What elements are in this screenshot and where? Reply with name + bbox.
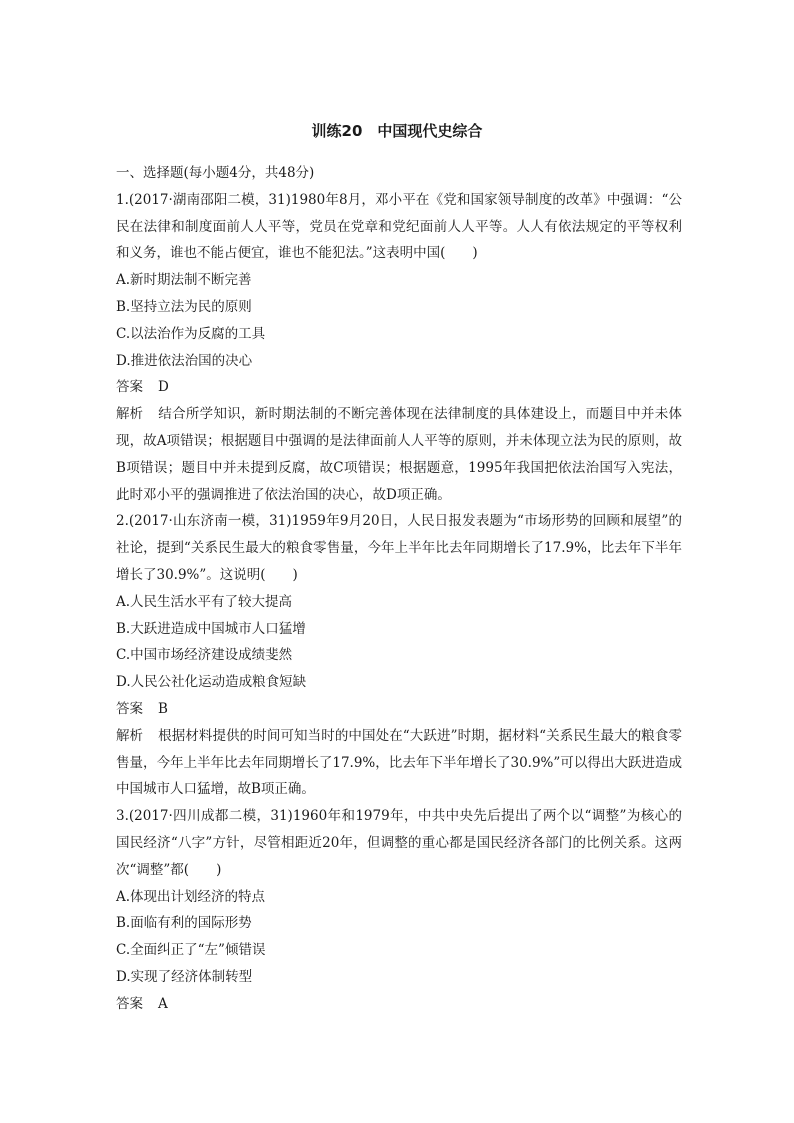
question-1-option-c: C.以法治作为反腐的工具 <box>116 325 266 342</box>
answer-label: 答案 <box>116 995 143 1012</box>
analysis-label: 解析 <box>116 727 143 744</box>
analysis-label: 解析 <box>116 406 143 423</box>
question-3-option-b: B.面临有利的国际形势 <box>116 915 252 932</box>
question-1-analysis <box>116 401 682 508</box>
question-2-option-c: C.中国市场经济建设成绩斐然 <box>116 647 293 664</box>
answer-label: 答案 <box>116 379 143 396</box>
document-body <box>116 160 682 1018</box>
question-3-option-d: D.实现了经济体制转型 <box>116 968 253 985</box>
answer-value: D <box>158 379 169 396</box>
question-2-answer <box>116 696 682 723</box>
question-3-option-a: A.体现出计划经济的特点 <box>116 888 266 905</box>
question-3-answer <box>116 991 682 1018</box>
question-2-option-d: D.人民公社化运动造成粮食短缺 <box>116 674 307 691</box>
question-1-stem: 1.(2017·湖南邵阳二模，31)1980年8月，邓小平在《党和国家领导制度的改革》中强调：“公民在法律和制度面前人人平等，党员在党章和党纪面前人人平等。人人有依法规定的平等权利和义务，谁也不能占便宜，谁也不能犯法。”这表明中国( ) <box>116 191 682 262</box>
question-1-option-b: B.坚持立法为民的原则 <box>116 298 252 315</box>
question-1-answer <box>116 374 682 401</box>
question-3-option-c: C.全面纠正了“左”倾错误 <box>116 942 266 959</box>
question-2-stem: 2.(2017·山东济南一模，31)1959年9月20日，人民日报发表题为“市场形势的回顾和展望”的社论，提到“关系民生最大的粮食零售量，今年上半年比去年同期增长了17.9%，比去年下半年增长了30.9%”。这说明( ) <box>116 513 682 583</box>
question-2-option-b: B.大跃进造成中国城市人口猛增 <box>116 620 306 637</box>
section-heading: 一、选择题(每小题4分，共48分) <box>116 165 315 181</box>
question-2-analysis <box>116 723 682 803</box>
answer-value: A <box>158 995 168 1012</box>
question-1-option-d: D.推进依法治国的决心 <box>116 352 253 369</box>
question-3-stem: 3.(2017·四川成都二模，31)1960年和1979年，中共中央先后提出了两个以“调整”为核心的国民经济“八字”方针，尽管相距近20年，但调整的重心都是国民经济各部门的比例关系。这两次“调整”都( ) <box>116 808 682 878</box>
page-title: 训练20 中国现代史综合 <box>311 122 483 140</box>
answer-label: 答案 <box>116 700 143 717</box>
analysis-text: 结合所学知识，新时期法制的不断完善体现在法律制度的具体建设上，而题目中并未体现，故A项错误；根据题目中强调的是法律面前人人平等的原则，并未体现立法为民的原则，故B项错误；题目中并未提到反腐，故C项错误；根据题意，1995年我国把依法治国写入宪法，此时邓小平的强调推进了依法治国的决心，故D项正确。 <box>116 406 682 503</box>
answer-value: B <box>158 700 168 717</box>
analysis-text: 根据材料提供的时间可知当时的中国处在“大跃进”时期，据材料“关系民生最大的粮食零售量，今年上半年比去年同期增长了17.9%，比去年下半年增长了30.9%”可以得出大跃进造成中国城市人口猛增，故B项正确。 <box>116 727 682 798</box>
question-2-option-a: A.人民生活水平有了较大提高 <box>116 593 293 610</box>
question-1-option-a: A.新时期法制不断完善 <box>116 272 252 289</box>
